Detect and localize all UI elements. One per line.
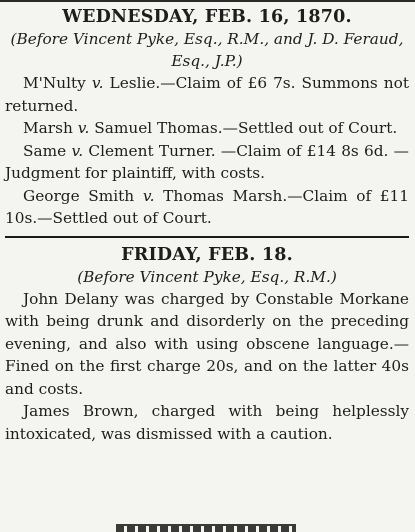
case-defendant: Clement Turner. xyxy=(88,141,216,160)
case-versus: v. xyxy=(71,141,84,160)
case-plaintiff: George Smith xyxy=(23,186,135,205)
section-divider xyxy=(5,236,409,238)
section-heading-friday: FRIDAY, FEB. 18. xyxy=(121,244,293,265)
case-plaintiff: Marsh xyxy=(23,119,73,137)
case-text: —Claim of £6 7s. Summons not returned. xyxy=(5,74,409,115)
case-entry xyxy=(5,185,409,230)
court-report-column xyxy=(5,6,409,445)
case-defendant: Thomas Marsh. xyxy=(163,186,288,205)
report-paragraph: John Delany was charged by Constable Morkane with being drunk and disorderly on the preceding evening, and also with using obscene language.—Fined on the first charge 20s, and on the latter 40s and costs. xyxy=(5,289,409,398)
case-versus: v. xyxy=(91,74,104,92)
section-heading-wednesday: WEDNESDAY, FEB. 16, 1870. xyxy=(62,7,352,27)
case-plaintiff: M'Nulty xyxy=(23,74,86,92)
case-plaintiff: Same xyxy=(23,141,67,160)
section-subheading-wednesday: (Before Vincent Pyke, Esq., R.M., and J. D. Feraud, Esq., J.P.) xyxy=(10,30,404,70)
case-defendant: Leslie. xyxy=(109,74,161,92)
top-rule xyxy=(0,0,415,2)
case-entry xyxy=(5,117,409,140)
case-entry xyxy=(5,140,409,185)
case-versus: v. xyxy=(77,119,90,137)
case-defendant: Samuel Thomas. xyxy=(94,119,223,137)
report-paragraph: James Brown, charged with being helplessly intoxicated, was dismissed with a caution. xyxy=(5,402,409,443)
case-text: —Claim of £14 8s 6d. —Judgment for plaintiff, with costs. xyxy=(5,141,409,182)
case-text: —Settled out of Court. xyxy=(222,119,398,137)
case-versus: v. xyxy=(142,186,155,205)
friday-section xyxy=(5,244,409,446)
case-text: —Claim of £11 10s.—Settled out of Court. xyxy=(5,186,409,227)
section-subheading-friday: (Before Vincent Pyke, Esq., R.M.) xyxy=(77,267,337,286)
next-heading-fragment xyxy=(116,524,296,532)
case-entry xyxy=(5,72,409,117)
